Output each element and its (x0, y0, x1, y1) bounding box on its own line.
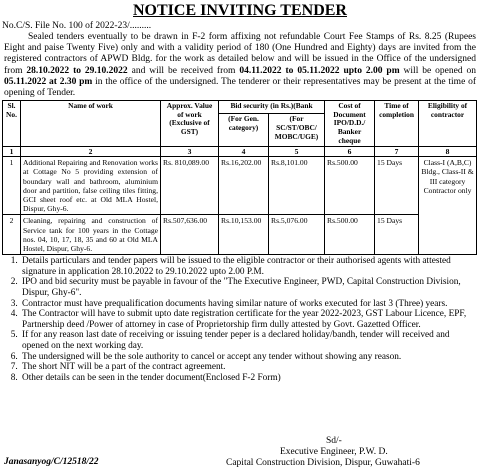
col-number: 3 (161, 147, 219, 157)
col-number: 8 (419, 147, 477, 157)
header-time: Time of completion (375, 101, 419, 147)
intro-text-3: will be opened on (399, 65, 477, 76)
condition-item: 4. The Contractor will have to submit upto date registration certificate for the year 2022-2023, GST Labour Licence, EPF, Partnership deed /Power of attorney in case of Proprietorship firm dully attested by Govt. Gazetted Officer. (20, 309, 478, 330)
intro-paragraph (4, 32, 476, 99)
file-number: No.C/S. File No. 100 of 2022-23/......... (2, 21, 152, 31)
notice-title: NOTICE INVITING TENDER (133, 2, 347, 19)
row-work-name: Additional Repairing and Renovation works at Cottage No 5 providing extension of boundary wall and bathroom, aluminium door and partition, false ceiling tiles fitting, GCI sheet roof etc. at Old MLA Hostel, Dispur, Ghy-6. (21, 157, 161, 215)
row-sl: 1 (3, 157, 21, 215)
row-bid-gen: Rs.16,202.00 (219, 157, 269, 215)
row-bid-sc: Rs.5,076.00 (269, 215, 325, 255)
intro-text-1: Sealed tenders eventually to be drawn in F-2 form affixing not refundable Court Fee Stamps of Rs. 8.25 (Rupees Eight and paise Twenty Five) only and with a validity period of 180 (One Hundred and Eighty) days are invited from the registered contractors of APWD Bldg. for the work as detailed below and will be issued in the Office of the undersigned from (4, 32, 476, 76)
row-time: 15 Days (375, 157, 419, 215)
signature-sd: Sd/- (326, 436, 342, 446)
col-number: 4 (219, 147, 269, 157)
header-bid-gen: (For Gen. category) (219, 114, 269, 147)
row-cost: Rs.500.00 (325, 157, 375, 215)
tender-table (2, 100, 477, 255)
condition-item: 1. Details particulars and tender papers will be issued to the eligible contractor or their authorised agents with attested signature in application 28.10.2022 to 29.10.2022 upto 2.00 P.M. (20, 256, 478, 277)
col-number: 2 (21, 147, 161, 157)
row-work-name: Cleaning, repairing and construction of Service tank for 100 years in the Cottage nos. 04, 10, 17, 18, 35 and 60 at Old MLA Hostel, Dispur, Ghy-6. (21, 215, 161, 255)
opening-date: 05.11.2022 at 2.30 pm (4, 76, 93, 87)
eligibility-cell: Class-I (A,B,C) Bldg., Class-II & III category Contractor only (419, 157, 477, 255)
condition-item: 7. The short NIT will be a part of the contract agreement. (20, 362, 478, 373)
table-row (3, 157, 477, 215)
column-number-row (3, 147, 477, 157)
col-number: 6 (325, 147, 375, 157)
condition-item: 6. The undersigned will be the sole authority to cancel or accept any tender without showing any reason. (20, 352, 478, 363)
receive-dates: 04.11.2022 to 05.11.2022 upto 2.00 pm (239, 65, 400, 76)
issue-dates: 28.10.2022 to 29.10.2022 (26, 65, 128, 76)
conditions-list (2, 256, 478, 383)
intro-text-2: and will be received from (127, 65, 240, 76)
reference-number: Janasanyog/C/12518/22 (4, 457, 99, 467)
condition-item: 5. If for any reason last date of receiving or issuing tender peper is a declared holiday/bandh, tender will received and opened on the next working day. (20, 330, 478, 351)
table-header-row (3, 101, 477, 114)
header-bid-group: Bid security (in Rs.)(Bank (219, 101, 325, 114)
header-cost: Cost of Document IPO/D.D./ Banker cheque (325, 101, 375, 147)
row-time: 15 Days (375, 215, 419, 255)
signature-block (226, 436, 462, 469)
intro-text-4: in the office of the undersigned. The tenderer or their representatives may be present at the time of opening of Tender. (4, 76, 477, 99)
signature-designation: Executive Engineer, P.W. D. (280, 447, 388, 457)
condition-item: 8. Other details can be seen in the tender document(Enclosed F-2 Form) (20, 373, 478, 384)
col-number: 7 (375, 147, 419, 157)
header-eligibility: Eligibility of contractor (419, 101, 477, 147)
header-value: Approx. Value of work (Exclusive of GST) (161, 101, 219, 147)
header-bid-sc: (For SC/ST/OBC/ MOBC/UGE) (269, 114, 325, 147)
header-name: Name of work (21, 101, 161, 147)
condition-item: 3. Contractor must have prequalification documents having similar nature of works executed for last 3 (Three) years. (20, 299, 478, 310)
condition-item: 2. IPO and bid security must be payable in favour of the "The Executive Engineer, PWD, Capital Construction Division, Dispur, Ghy-6". (20, 277, 478, 298)
row-cost: Rs.500.00 (325, 215, 375, 255)
col-number: 5 (269, 147, 325, 157)
table-row (3, 215, 477, 255)
row-value: Rs.507,636.00 (161, 215, 219, 255)
row-sl: 2 (3, 215, 21, 255)
row-bid-sc: Rs.8,101.00 (269, 157, 325, 215)
signature-division: Capital Construction Division, Dispur, Guwahati-6 (226, 458, 420, 468)
col-number: 1 (3, 147, 21, 157)
row-bid-gen: Rs.10,153.00 (219, 215, 269, 255)
row-value: Rs. 810,089.00 (161, 157, 219, 215)
header-sl: Sl. No. (3, 101, 21, 147)
